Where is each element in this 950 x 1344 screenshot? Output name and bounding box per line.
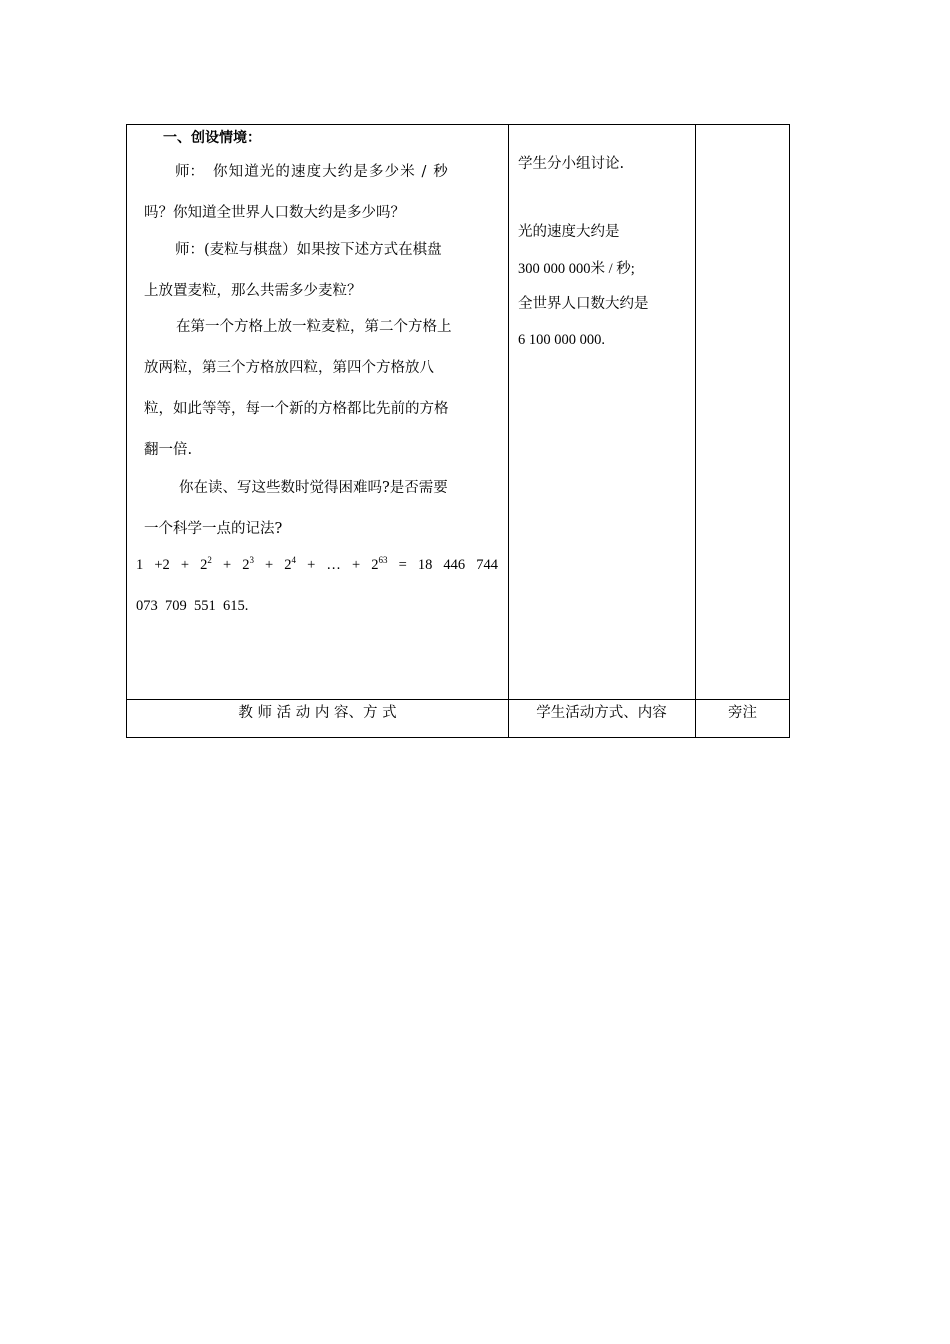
footer-divider [127,699,789,700]
eq-term: 744 [476,557,498,573]
student-activity-header: 学生活动方式、内容 [536,705,667,721]
speed-of-light-value: 300 000 000米 / 秒; [518,261,635,277]
eq-term: 1 [136,557,144,573]
paragraph-3-line-4: 翻一倍. [144,442,193,458]
speed-of-light-label: 光的速度大约是 [518,224,620,240]
eq-term: 446 [443,557,466,573]
sum-equation [136,557,498,574]
eq-op: = [398,557,407,573]
paragraph-1-line-2: 吗？你知道全世界人口数大约是多少吗？ [144,205,405,221]
eq-op: + [180,557,190,573]
paragraph-2-line-2: 上放置麦粒，那么共需多少麦粒？ [144,283,362,299]
student-discussion: 学生分小组讨论. [518,156,625,172]
eq-op: + [307,557,316,573]
column-divider-1 [508,125,509,737]
eq-power: $2^{63}$ [371,555,388,573]
teacher-label: 师： [175,164,204,180]
eq-term: +2 [154,557,170,573]
paragraph-3-line-3: 粒，如此等等，每一个新的方格都比先前的方格 [144,401,449,417]
eq-op: + [222,557,232,573]
column-divider-2 [695,125,696,737]
equation-line-2: 073 709 551 615. [136,598,249,614]
paragraph-4-line-2: 一个科学一点的记法? [144,521,283,537]
eq-power: $2^4$ [284,555,297,573]
eq-term: 18 [417,557,433,573]
paragraph-4-line-1: 你在读、写这些数时觉得困难吗?是否需要 [179,480,448,496]
eq-op: + [265,557,274,573]
section-heading: 一、创设情境： [163,130,261,146]
paragraph-3-line-1: 在第一个方格上放一粒麦粒，第二个方格上 [176,319,452,335]
world-population-label: 全世界人口数大约是 [518,296,649,312]
notes-header: 旁注 [728,705,757,721]
teacher-activity-header: 教 师 活 动 内 容、方 式 [238,705,397,721]
eq-op: + [351,557,361,573]
world-population-value: 6 100 000 000. [518,332,605,348]
paragraph-3-line-2: 放两粒，第三个方格放四粒，第四个方格放八 [144,360,434,376]
eq-power: $2^3$ [242,555,254,573]
eq-ellipsis: … [326,557,341,573]
paragraph-2-line-1: 师：(麦粒与棋盘）如果按下述方式在棋盘 [175,242,442,258]
paragraph-1-line-1: 你知道光的速度大约是多少米 / 秒 [213,164,449,180]
eq-power: $2^2$ [200,555,212,573]
